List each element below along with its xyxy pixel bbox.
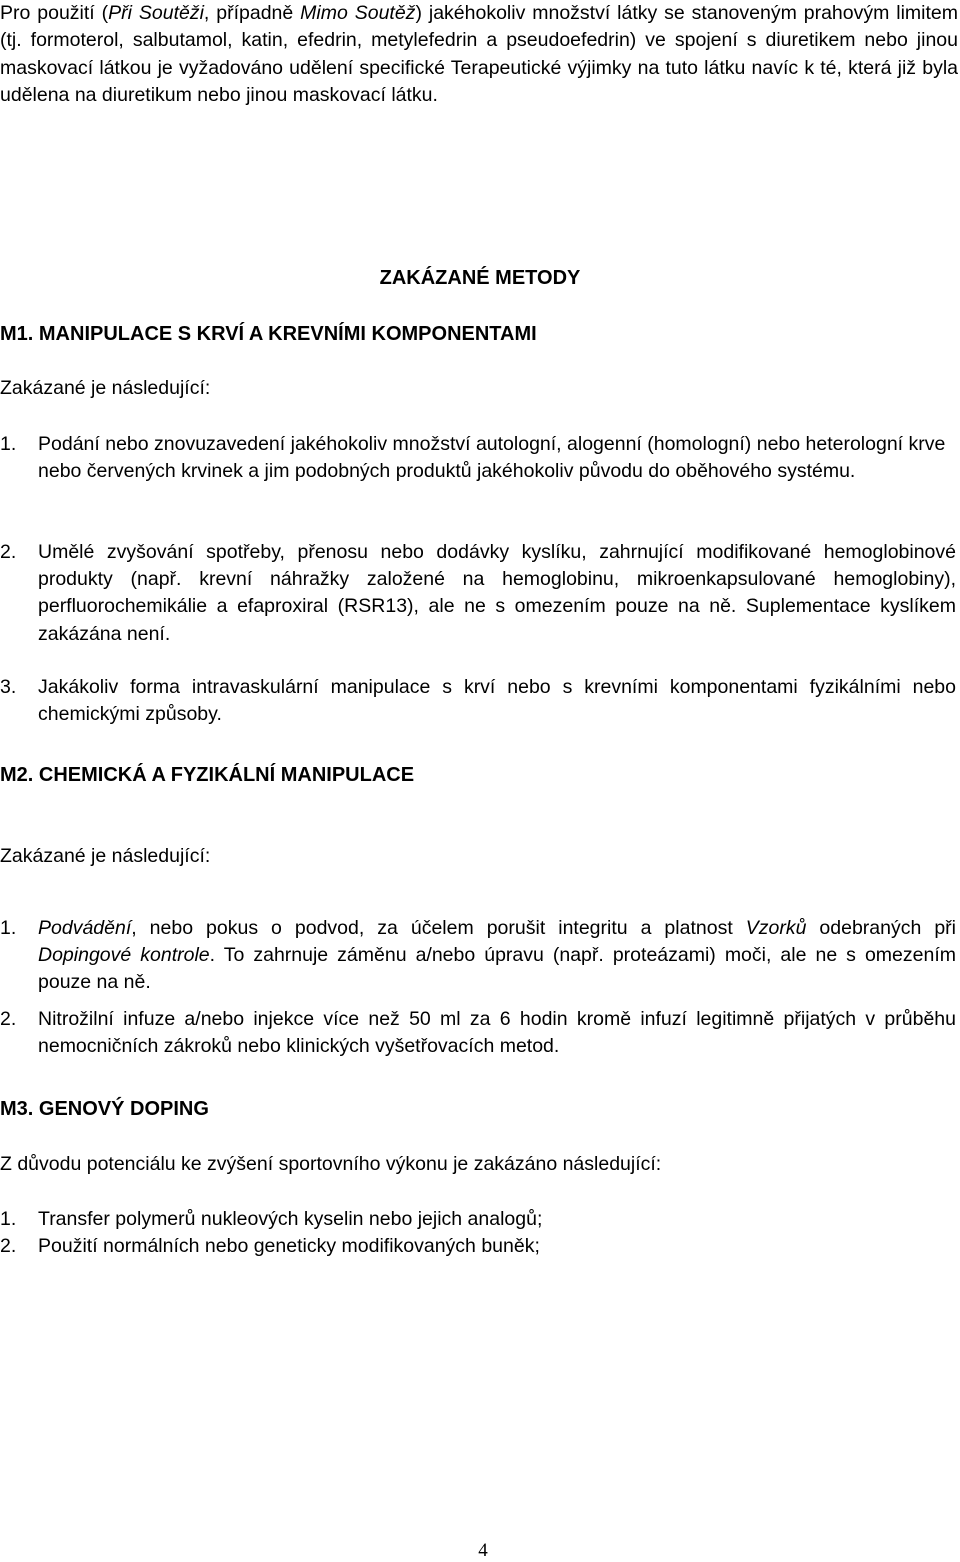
intro-paragraph xyxy=(0,0,958,109)
m1-item-2-number: 2. xyxy=(0,541,17,563)
m1-item-3-text: Jakákoliv forma intravaskulární manipulace s krví nebo s krevními komponentami fyzikálními nebo chemickými způsoby. xyxy=(38,676,956,726)
m1-item-2 xyxy=(0,539,956,648)
m3-item-1-text: Transfer polymerů nukleových kyselin nebo jejich analogů; xyxy=(38,1208,543,1230)
m2-item-1-text xyxy=(38,915,956,997)
intro-italic-1: Při Soutěži xyxy=(108,2,204,24)
page-number: 4 xyxy=(478,1540,488,1561)
m2-item-1-italic-2: Vzorků xyxy=(745,917,807,939)
section-title: ZAKÁZANÉ METODY xyxy=(379,267,581,289)
m2-item-1 xyxy=(0,915,956,997)
m3-intro: Z důvodu potenciálu ke zvýšení sportovního výkonu je zakázáno následující: xyxy=(0,1153,662,1175)
m1-prohibited-label: Zakázané je následující: xyxy=(0,377,211,399)
m2-item-1-text-3: . To zahrnuje záměnu a/nebo úpravu (např. proteázami) moči, ale ne s omezením pouze na ně. xyxy=(38,944,956,994)
intro-text-2: , případně xyxy=(203,2,301,24)
m1-item-1-text: Podání nebo znovuzavedení jakéhokoliv množství autologní, alogenní (homologní) nebo heterologní krve nebo červených krvinek a jim podobných produktů jakéhokoliv původu do oběhového systému. xyxy=(38,433,946,483)
intro-text-1: Pro použití ( xyxy=(0,2,109,24)
m2-item-1-number: 1. xyxy=(0,917,17,939)
m2-prohibited-label: Zakázané je následující: xyxy=(0,845,211,867)
m1-heading: M1. MANIPULACE S KRVÍ A KREVNÍMI KOMPONENTAMI xyxy=(0,323,537,345)
m1-item-1 xyxy=(0,431,956,485)
m3-item-2-text: Použití normálních nebo geneticky modifikovaných buněk; xyxy=(38,1235,540,1257)
m1-item-3 xyxy=(0,674,956,728)
m2-item-1-text-2: odebraných při xyxy=(806,917,956,939)
m3-item-1-number: 1. xyxy=(0,1208,17,1230)
intro-text-3: ) jakéhokoliv množství látky se stanoveným prahovým limitem (tj. formoterol, salbutamol, katin, efedrin, metylefedrin a pseudoefedrin) ve spojení s diuretikem nebo jinou maskovací látkou je vyžadováno udělení specifické Terapeutické výjimky na tuto látku navíc k té, která již byla udělena na diuretikum nebo jinou maskovací látku. xyxy=(0,2,959,106)
m1-item-1-number: 1. xyxy=(0,433,17,455)
m2-item-2 xyxy=(0,1006,956,1060)
m3-item-2-number: 2. xyxy=(0,1235,17,1257)
m2-heading: M2. CHEMICKÁ A FYZIKÁLNÍ MANIPULACE xyxy=(0,764,415,786)
m1-item-2-text: Umělé zvyšování spotřeby, přenosu nebo dodávky kyslíku, zahrnující modifikované hemoglobinové produkty (např. krevní náhražky založené na hemoglobinu, mikroenkapsulované hemoglobiny), perfluorochemikálie a efaproxiral (RSR13), ale ne s omezením pouze na ně. Suplementace kyslíkem zakázána není. xyxy=(38,541,956,645)
m2-item-1-italic-3: Dopingové kontrole xyxy=(38,944,210,967)
m2-item-2-text: Nitrožilní infuze a/nebo injekce více než 50 ml za 6 hodin kromě infuzí legitimně přijatých v průběhu nemocničních zákroků nebo klinických vyšetřovacích metod. xyxy=(38,1008,956,1058)
m3-item-1 xyxy=(0,1206,956,1233)
m2-item-2-number: 2. xyxy=(0,1008,17,1030)
m2-item-1-italic-1: Podvádění xyxy=(38,917,132,939)
m2-item-1-text-1: , nebo pokus o podvod, za účelem porušit integritu a platnost xyxy=(131,917,746,939)
m1-item-3-number: 3. xyxy=(0,676,17,698)
m3-item-2 xyxy=(0,1233,956,1260)
m3-heading: M3. GENOVÝ DOPING xyxy=(0,1098,209,1120)
intro-italic-2: Mimo Soutěž xyxy=(300,2,416,24)
